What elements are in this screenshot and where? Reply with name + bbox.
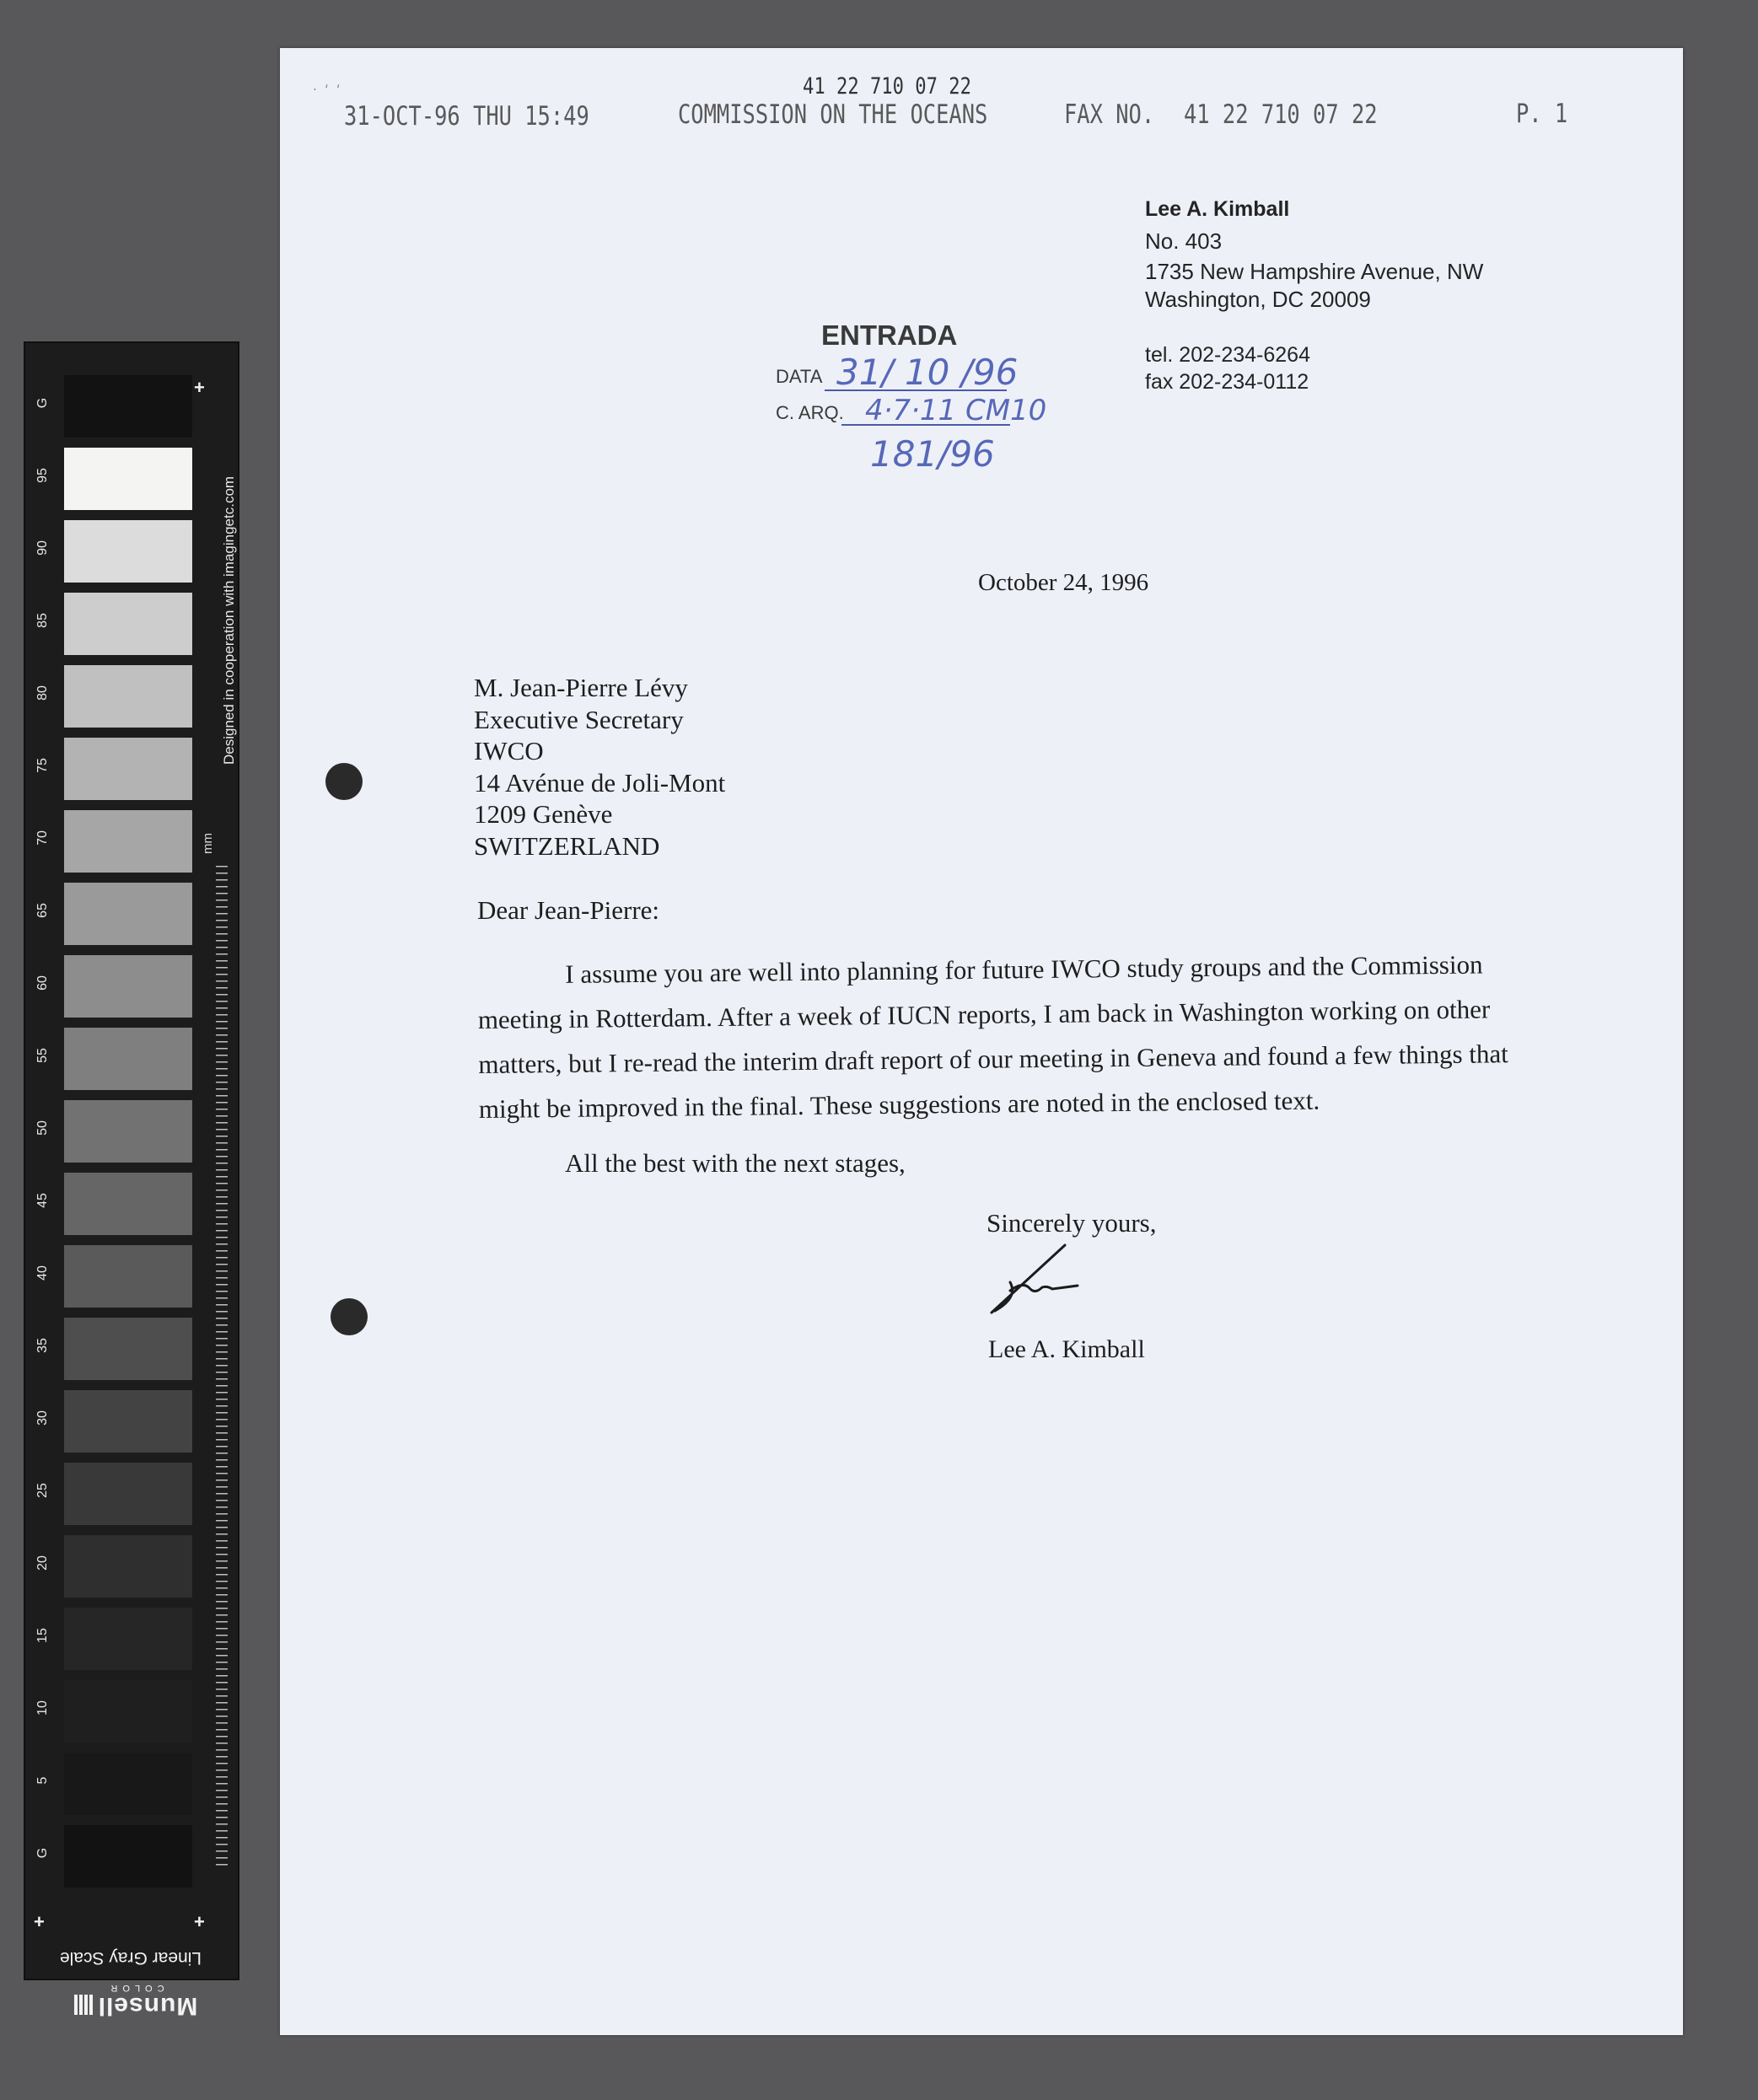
handwritten-signature — [985, 1238, 1094, 1319]
gray-swatch — [64, 955, 192, 1018]
stamp-data-label: DATA — [776, 366, 823, 387]
gray-swatch — [64, 448, 192, 510]
stamp-carq-value: 4·7·11 CM10 — [865, 394, 1047, 427]
letterhead-name: Lee A. Kimball — [1145, 197, 1290, 221]
stamp-data-value: 31/ 10 /96 — [836, 352, 1019, 393]
fax-datetime: 31-OCT-96 THU 15:49 — [344, 101, 589, 132]
munsell-grid-icon — [73, 1995, 93, 2015]
gray-swatch — [64, 883, 192, 945]
gray-swatch — [64, 1608, 192, 1670]
letterhead-fax: fax 202-234-0112 — [1145, 370, 1309, 394]
gray-scale-label: 5 — [35, 1776, 50, 1785]
stamp-ref-value: 181/96 — [870, 433, 995, 475]
closing: Sincerely yours, — [987, 1208, 1157, 1238]
mm-ruler — [216, 866, 228, 1869]
letterhead-street: 1735 New Hampshire Avenue, NW — [1145, 259, 1484, 284]
gray-swatch — [64, 520, 192, 583]
gray-scale-label: 75 — [35, 758, 50, 773]
gray-scale-label: 15 — [35, 1628, 50, 1643]
gray-scale-label: 25 — [35, 1483, 50, 1498]
gray-scale-label: G — [35, 397, 50, 409]
gray-swatch — [64, 1463, 192, 1525]
munsell-logo — [72, 1983, 198, 2018]
gray-swatches — [64, 375, 192, 1898]
gray-scale-label: 45 — [35, 1193, 50, 1208]
gray-swatch — [64, 1318, 192, 1380]
gray-scale-label: 20 — [35, 1555, 50, 1571]
gray-swatch — [64, 1028, 192, 1090]
body-paragraph: I assume you are well into planning for future IWCO study groups and the Commission meeting in Rotterdam. After a week of IUCN reports, I am back in Washington working on other matters, but I re-read the interim draft report of our meeting in Geneva and found a few things that might be improved in the final. These suggestions are noted in the enclosed text. — [477, 949, 1509, 1124]
recipient-line: 14 Avénue de Joli-Mont — [474, 767, 726, 798]
scale-title: Linear Gray Scale — [59, 1948, 202, 1968]
fax-sender: COMMISSION ON THE OCEANS — [678, 99, 988, 130]
gray-swatch — [64, 1680, 192, 1743]
gray-swatch — [64, 1245, 192, 1308]
gray-scale-label: 65 — [35, 903, 50, 918]
registration-plus-icon: + — [194, 377, 205, 398]
gray-swatch — [64, 665, 192, 728]
punch-hole — [325, 763, 363, 800]
brand-name: Munsell — [97, 1992, 198, 2020]
recipient-line: SWITZERLAND — [474, 830, 660, 861]
stamp-carq-label: C. ARQ. — [776, 402, 844, 423]
gray-scale-label: 55 — [35, 1048, 50, 1063]
closing-line: All the best with the next stages, — [565, 1148, 906, 1178]
gray-scale-label: 30 — [35, 1410, 50, 1426]
recipient-line: IWCO — [474, 736, 544, 765]
letterhead-city: Washington, DC 20009 — [1145, 287, 1371, 312]
gray-scale-label: 35 — [35, 1338, 50, 1353]
letterhead-suite: No. 403 — [1145, 228, 1223, 254]
gray-scale-label: 80 — [35, 685, 50, 701]
gray-swatch — [64, 1173, 192, 1235]
gray-scale-card — [24, 341, 239, 2020]
recipient-block — [474, 672, 725, 862]
recipient-line: 1209 Genève — [474, 799, 613, 829]
gray-swatch — [64, 1535, 192, 1598]
fax-tiny-mark: · ‘ ‘ — [312, 83, 341, 97]
gray-scale-label: 50 — [35, 1120, 50, 1136]
gray-scale-label: 85 — [35, 613, 50, 628]
registration-plus-icon: + — [194, 1911, 205, 1932]
scale-credit: Designed in cooperation with imagingetc.com — [221, 475, 237, 765]
letter-date: October 24, 1996 — [978, 569, 1149, 596]
stamp-title: ENTRADA — [821, 320, 958, 351]
gray-swatch — [64, 810, 192, 873]
gray-scale-label: G — [35, 1847, 50, 1859]
gray-swatch — [64, 738, 192, 800]
gray-swatch — [64, 375, 192, 438]
gray-scale-label: 40 — [35, 1265, 50, 1281]
gray-swatch — [64, 1100, 192, 1163]
salutation: Dear Jean-Pierre: — [477, 895, 660, 925]
gray-swatch — [64, 1825, 192, 1888]
registration-plus-icon: + — [34, 1911, 45, 1932]
letterhead-tel: tel. 202-234-6264 — [1145, 343, 1310, 367]
recipient-line: M. Jean-Pierre Lévy — [474, 673, 688, 702]
ruler-unit-label: mm — [201, 833, 215, 854]
brand-sub: COLOR — [105, 1983, 164, 1993]
gray-swatch — [64, 1753, 192, 1815]
gray-swatch — [64, 1390, 192, 1453]
gray-scale-label: 70 — [35, 830, 50, 846]
gray-swatch — [64, 593, 192, 655]
recipient-line: Executive Secretary — [474, 704, 684, 734]
fax-number: 41 22 710 07 22 — [1184, 99, 1378, 130]
fax-page: P. 1 — [1516, 99, 1568, 129]
gray-scale-label: 95 — [35, 468, 50, 483]
gray-scale-label: 10 — [35, 1700, 50, 1716]
gray-scale-label: 90 — [35, 540, 50, 556]
fax-number-label: FAX NO. — [1064, 99, 1155, 130]
punch-hole — [331, 1298, 368, 1335]
fax-number-top: 41 22 710 07 22 — [803, 73, 971, 99]
signature-name: Lee A. Kimball — [988, 1335, 1145, 1363]
letter-page — [280, 48, 1683, 2035]
gray-scale-label: 60 — [35, 975, 50, 991]
